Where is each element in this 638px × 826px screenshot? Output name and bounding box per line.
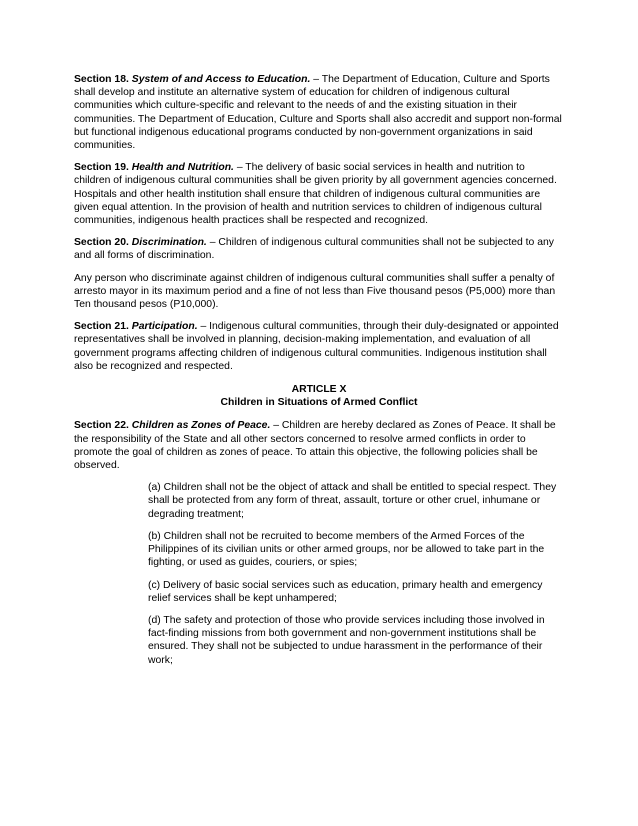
section-heading: Section 19. xyxy=(74,162,129,174)
section-title: Discrimination. xyxy=(131,237,207,249)
section-18 xyxy=(74,73,564,152)
section-title: System of and Access to Education. xyxy=(131,74,311,85)
section-22 xyxy=(74,419,564,472)
section-20-penalty-paragraph: Any person who discriminate against children of indigenous cultural communities shall suffer a penalty of arresto mayor in its maximum period and a fine of not less than Five thousand pesos (P5,000) more than Ten thousand pesos (P10,000). xyxy=(74,272,556,311)
article-title: Children in Situations of Armed Conflict xyxy=(220,397,418,409)
section-20 xyxy=(74,236,564,262)
section-body: – Indigenous cultural communities, through their duly-designated or appointed representatives shall be involved in planning, decision-making implementation, and evaluation of all government programs affecting children of indigenous cultural communities. Indigenous institution shall also be recognized and respected. xyxy=(74,321,559,372)
section-body: – Children of indigenous cultural communities shall not be subjected to any and all forms of discrimination. xyxy=(74,237,554,262)
policy-item-b: (b) Children shall not be recruited to become members of the Armed Forces of the Philippines of its civilian units or other armed groups, nor be allowed to take part in the fighting, or used as guides, couriers, or spies; xyxy=(148,530,545,569)
article-header xyxy=(74,383,564,409)
policy-item-a: (a) Children shall not be the object of attack and shall be entitled to special respect. They shall be protected from any form of threat, assault, torture or other cruel, inhumane or degrading treatment; xyxy=(148,482,557,520)
section-heading: Section 18. xyxy=(74,74,129,85)
article-number: ARTICLE X xyxy=(291,384,347,396)
section-body: – The Department of Education, Culture and Sports shall develop and institute an alternative system of education for children of indigenous cultural communities which culture-specific and relevant to the needs of and the existing situation in their communities. The Department of Education, Culture and Sports shall also accredit and support non-formal but functional indigenous educational programs conducted by non-government organizations in said communities. xyxy=(74,74,562,152)
section-heading: Section 21. xyxy=(74,321,129,333)
section-21 xyxy=(74,320,564,373)
section-19 xyxy=(74,161,564,227)
section-heading: Section 22. xyxy=(74,420,129,432)
section-heading: Section 20. xyxy=(74,237,129,249)
policy-item-d: (d) The safety and protection of those who provide services including those involved in fact-finding missions from both government and non-government institutions shall be ensured. They shall not be subjected to undue harassment in the performance of their work; xyxy=(148,614,545,666)
policy-list xyxy=(74,481,564,666)
policy-item-c: (c) Delivery of basic social services such as education, primary health and emergency relief services shall be kept unhampered; xyxy=(148,579,543,604)
section-body: – The delivery of basic social services in health and nutrition to children of indigenous cultural communities shall be given priority by all government agencies concerned. Hospitals and other health institution shall ensure that children of indigenous cultural communities are given equal attention. In the provision of health and nutrition services to children of indigenous cultural communities, indigenous health practices shall be respected and recognized. xyxy=(74,162,557,227)
section-title: Participation. xyxy=(131,321,198,333)
section-title: Health and Nutrition. xyxy=(131,162,234,174)
section-body: – Children are hereby declared as Zones of Peace. It shall be the responsibility of the State and all other sectors concerned to resolve armed conflicts in order to promote the goal of children as zones of peace. To attain this objective, the following policies shall be observed. xyxy=(74,420,556,472)
section-title: Children as Zones of Peace. xyxy=(131,420,271,432)
